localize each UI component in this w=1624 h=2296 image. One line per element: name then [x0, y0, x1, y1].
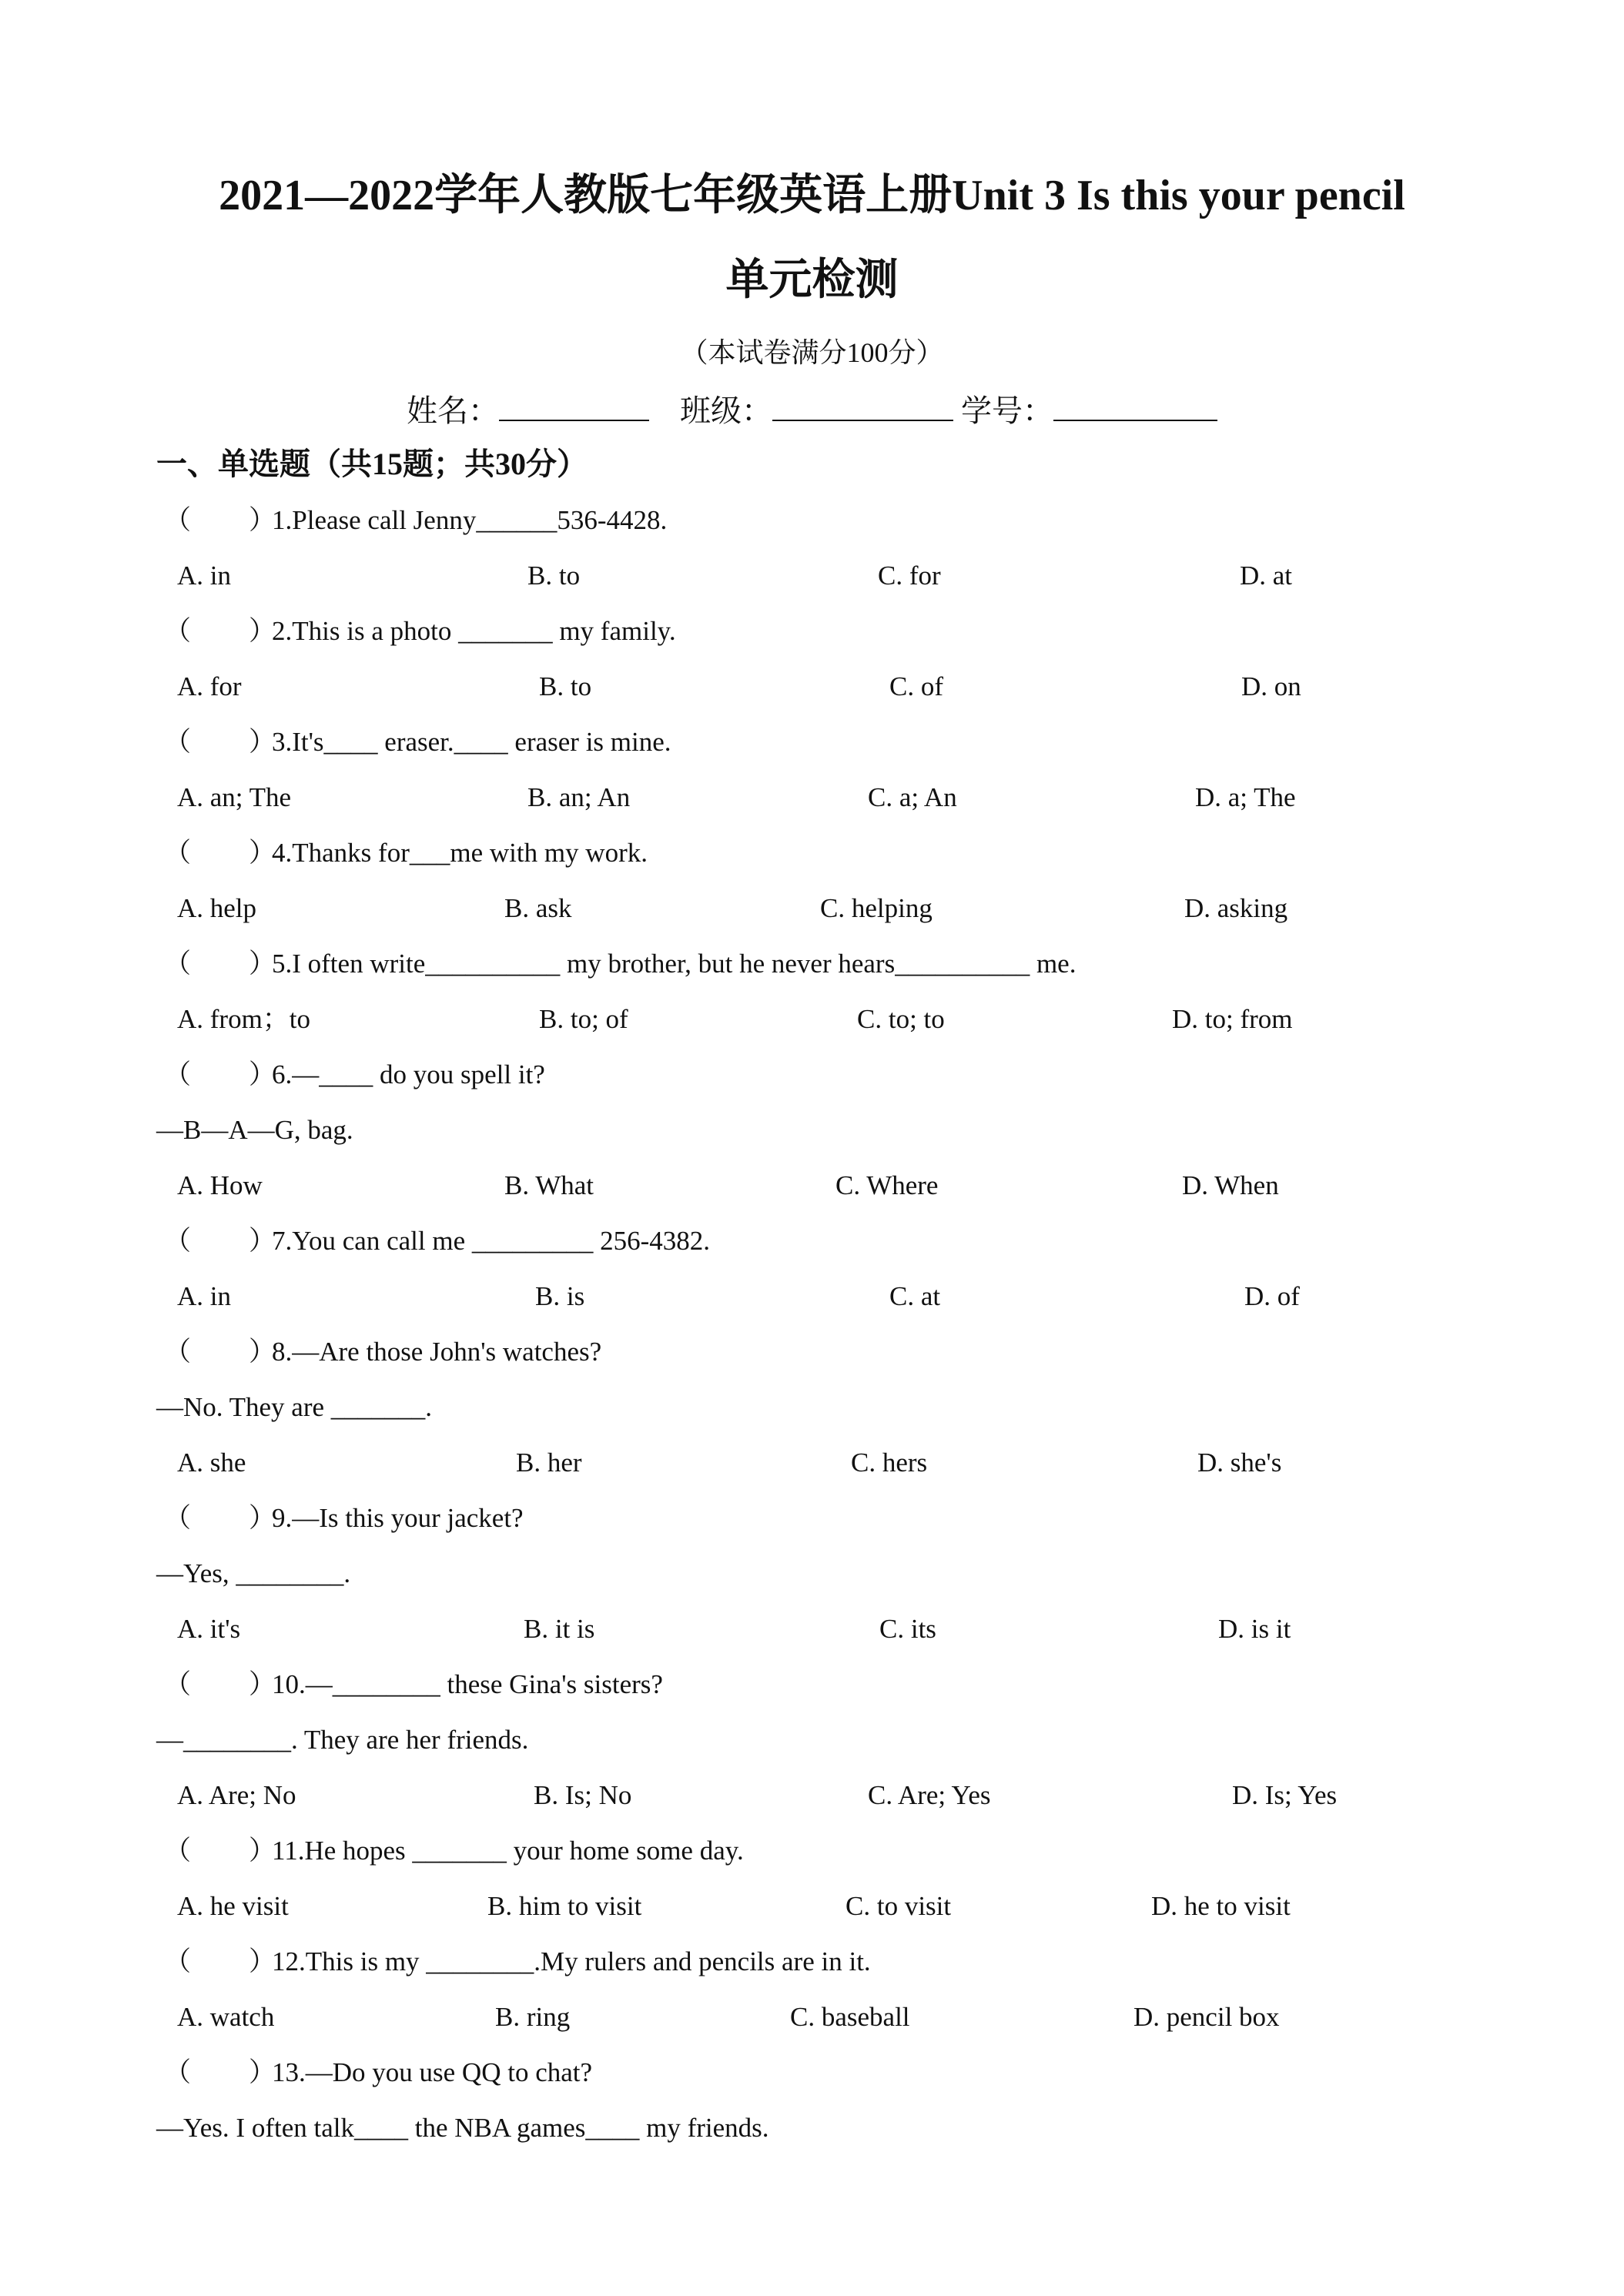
option-c[interactable]: C. for	[878, 561, 941, 591]
option-a[interactable]: A. he visit	[177, 1891, 289, 1921]
option-a[interactable]: A. for	[177, 671, 242, 701]
option-b[interactable]: B. an; An	[527, 782, 631, 812]
option-b[interactable]: B. him to visit	[487, 1891, 642, 1921]
option-d[interactable]: D. he to visit	[1151, 1891, 1291, 1921]
option-a[interactable]: A. in	[177, 1281, 231, 1311]
answer-bracket[interactable]: （ ）	[164, 1337, 276, 1367]
id-label: 学号：	[961, 393, 1053, 428]
option-a[interactable]: A. it's	[177, 1614, 241, 1644]
score-note: （本试卷满分100分）	[680, 337, 944, 368]
dialogue-reply: —________. They are her friends.	[156, 1725, 529, 1755]
page-title-line2: 单元检测	[725, 256, 899, 304]
question-10	[164, 1666, 663, 1703]
option-a[interactable]: A. in	[177, 561, 231, 591]
option-b[interactable]: B. to	[539, 671, 592, 701]
question-12	[164, 1943, 871, 1980]
option-a[interactable]: A. help	[177, 893, 257, 923]
section-title: 一、单选题（共15题；共30分）	[156, 447, 588, 481]
option-b[interactable]: B. What	[504, 1170, 594, 1200]
option-a[interactable]: A. Are; No	[177, 1780, 296, 1810]
option-d[interactable]: D. pencil box	[1133, 2002, 1280, 2032]
option-a[interactable]: A. watch	[177, 2002, 275, 2032]
option-c[interactable]: C. Where	[835, 1170, 939, 1200]
option-a[interactable]: A. an; The	[177, 782, 292, 812]
question-1	[164, 502, 667, 539]
question-8	[164, 1334, 601, 1371]
answer-bracket[interactable]: （ ）	[164, 616, 276, 646]
class-label: 班级：	[680, 393, 772, 428]
answer-bracket[interactable]: （ ）	[164, 1059, 276, 1089]
option-c[interactable]: C. a; An	[868, 782, 957, 812]
answer-bracket[interactable]: （ ）	[164, 1836, 276, 1866]
option-d[interactable]: D. at	[1240, 561, 1293, 591]
question-3	[164, 724, 671, 761]
question-stem: 11.He hopes _______ your home some day.	[272, 1836, 744, 1866]
question-stem: 1.Please call Jenny______536-4428.	[272, 505, 668, 535]
option-d[interactable]: D. is it	[1218, 1614, 1291, 1644]
option-b[interactable]: B. to; of	[539, 1004, 628, 1034]
option-b[interactable]: B. to	[527, 561, 581, 591]
question-5	[164, 946, 1076, 982]
question-6	[164, 1056, 545, 1093]
question-stem: 10.—________ these Gina's sisters?	[272, 1669, 663, 1699]
question-stem: 3.It's____ eraser.____ eraser is mine.	[272, 727, 671, 757]
answer-bracket[interactable]: （ ）	[164, 727, 276, 757]
option-b[interactable]: B. ring	[495, 2002, 571, 2032]
option-a[interactable]: A. she	[177, 1448, 246, 1478]
question-stem: 13.—Do you use QQ to chat?	[272, 2057, 593, 2087]
question-stem: 8.—Are those John's watches?	[272, 1337, 602, 1367]
answer-bracket[interactable]: （ ）	[164, 1503, 276, 1533]
question-2	[164, 613, 676, 650]
option-d[interactable]: D. asking	[1184, 893, 1288, 923]
option-c[interactable]: C. Are; Yes	[868, 1780, 991, 1810]
dialogue-reply: —B—A—G, bag.	[156, 1115, 353, 1145]
option-c[interactable]: C. helping	[820, 893, 933, 923]
option-b[interactable]: B. is	[535, 1281, 585, 1311]
answer-bracket[interactable]: （ ）	[164, 2057, 276, 2087]
answer-bracket[interactable]: （ ）	[164, 1946, 276, 1976]
question-stem: 2.This is a photo _______ my family.	[272, 616, 676, 646]
answer-bracket[interactable]: （ ）	[164, 838, 276, 868]
option-c[interactable]: C. hers	[851, 1448, 928, 1478]
question-stem: 6.—____ do you spell it?	[272, 1059, 545, 1089]
option-c[interactable]: C. baseball	[790, 2002, 910, 2032]
option-d[interactable]: D. When	[1182, 1170, 1279, 1200]
option-c[interactable]: C. at	[889, 1281, 941, 1311]
answer-bracket[interactable]: （ ）	[164, 505, 276, 535]
answer-bracket[interactable]: （ ）	[164, 949, 276, 979]
dialogue-reply: —Yes. I often talk____ the NBA games____ my friends.	[156, 2113, 769, 2143]
dialogue-reply: —Yes, ________.	[156, 1558, 351, 1588]
student-info	[0, 387, 1624, 433]
name-label: 姓名：	[407, 393, 499, 428]
name-field[interactable]	[499, 387, 649, 421]
option-b[interactable]: B. Is; No	[534, 1780, 632, 1810]
question-stem: 5.I often write__________ my brother, but he never hears__________ me.	[272, 949, 1077, 979]
answer-bracket[interactable]: （ ）	[164, 1226, 276, 1256]
question-stem: 7.You can call me _________ 256-4382.	[272, 1226, 711, 1256]
option-d[interactable]: D. on	[1241, 671, 1301, 701]
option-d[interactable]: D. Is; Yes	[1232, 1780, 1338, 1810]
page-title: 2021—2022学年人教版七年级英语上册Unit 3 Is this your pencil	[219, 172, 1405, 219]
question-stem: 12.This is my ________.My rulers and pencils are in it.	[272, 1946, 871, 1976]
option-c[interactable]: C. to visit	[845, 1891, 952, 1921]
question-stem: 9.—Is this your jacket?	[272, 1503, 524, 1533]
option-a[interactable]: A. How	[177, 1170, 263, 1200]
option-c[interactable]: C. its	[879, 1614, 936, 1644]
question-stem: 4.Thanks for___me with my work.	[272, 838, 648, 868]
option-c[interactable]: C. to; to	[857, 1004, 945, 1034]
class-field[interactable]	[772, 387, 953, 421]
question-9	[164, 1500, 524, 1537]
answer-bracket[interactable]: （ ）	[164, 1669, 276, 1699]
option-a[interactable]: A. from；to	[177, 1004, 311, 1034]
question-4	[164, 835, 648, 872]
question-7	[164, 1223, 710, 1260]
question-11	[164, 1832, 744, 1869]
student-id-field[interactable]	[1053, 387, 1217, 421]
option-d[interactable]: D. a; The	[1195, 782, 1296, 812]
option-d[interactable]: D. to; from	[1172, 1004, 1293, 1034]
option-b[interactable]: B. her	[516, 1448, 582, 1478]
dialogue-reply: —No. They are _______.	[156, 1392, 433, 1422]
option-c[interactable]: C. of	[889, 671, 943, 701]
option-d[interactable]: D. of	[1244, 1281, 1300, 1311]
option-d[interactable]: D. she's	[1197, 1448, 1282, 1478]
question-13	[164, 2054, 592, 2091]
option-b[interactable]: B. ask	[504, 893, 572, 923]
option-b[interactable]: B. it is	[524, 1614, 595, 1644]
